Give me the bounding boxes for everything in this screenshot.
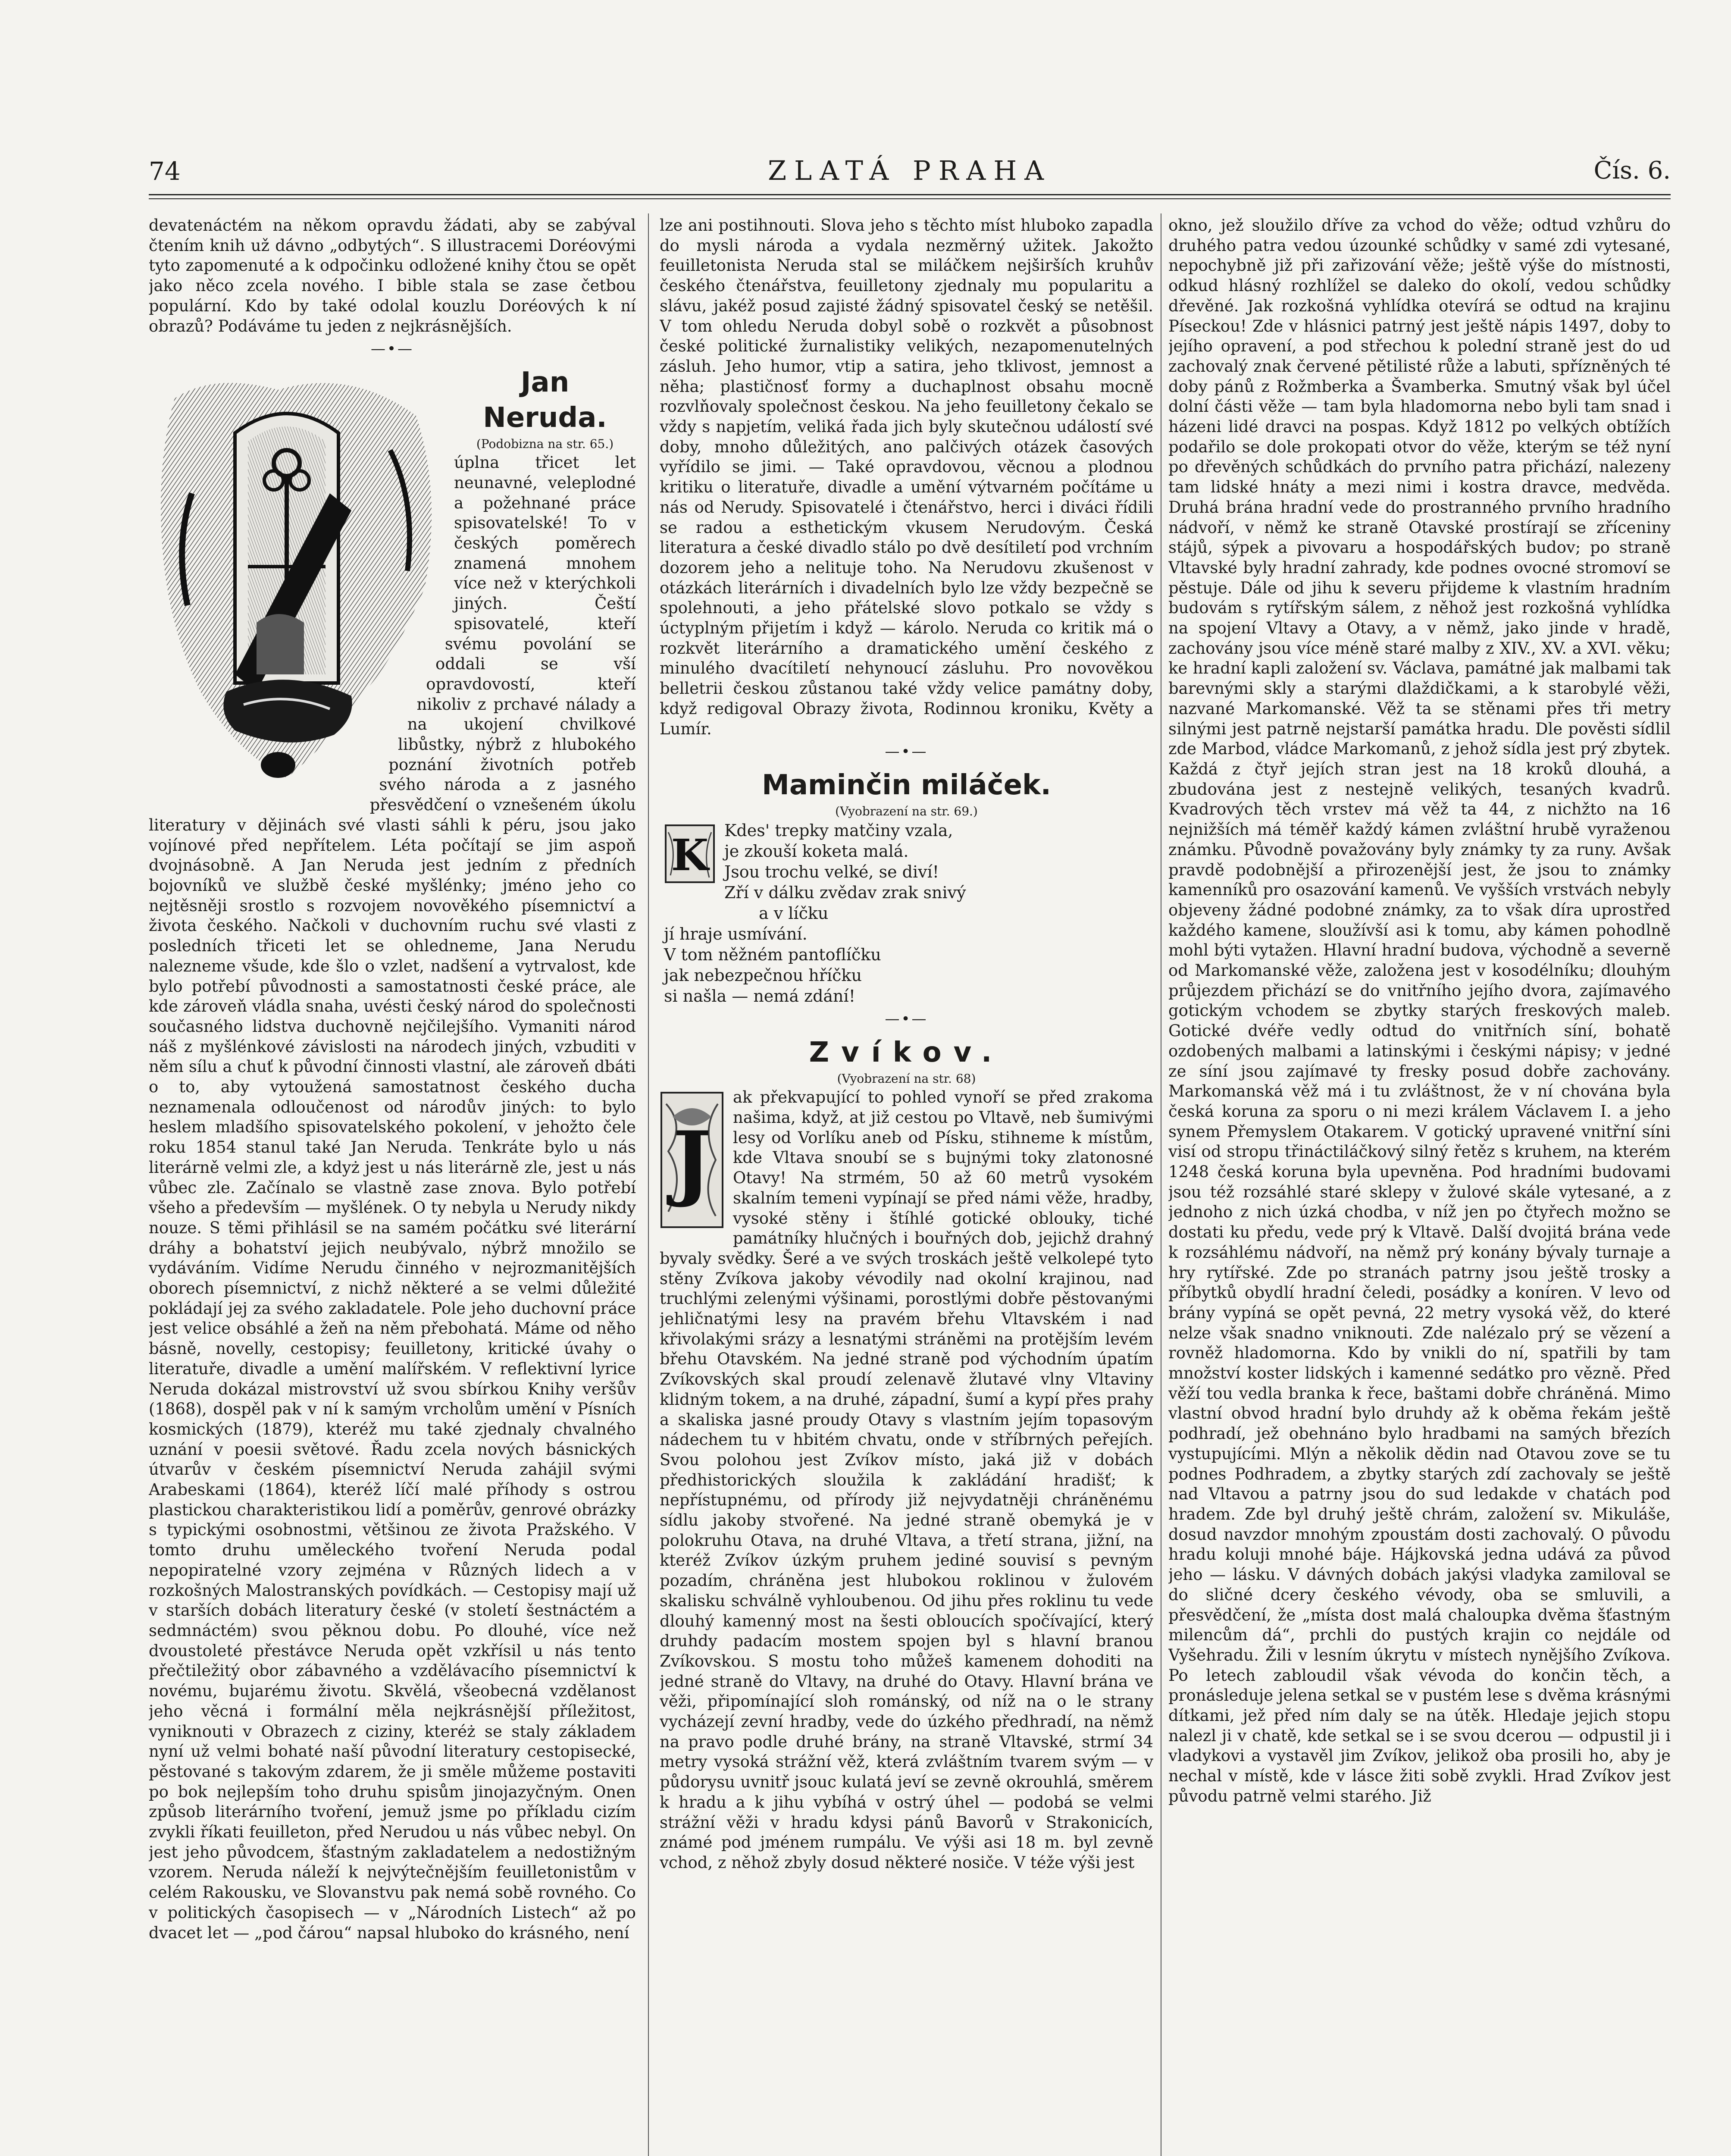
poem-line: Jsou trochu velké, se diví!	[724, 862, 939, 882]
article-caption-zvikov: (Vyobrazení na str. 68)	[837, 1072, 976, 1086]
poem-line: Zří v dálku zvědav zrak snivý	[724, 883, 966, 903]
article-body: úplna třicet let neunavné, veleplodné a požehnané práce spisovatelské! To v českých poměrech znamená mnohem více než v kterýchkoli jiných. Čeští spisovatelé, kteří svému povolání se oddali se vší opravdovostí, kteří nikoliv z prchavé nálady a na ukojení chvilkové libůstky, nýbrž z hlubokého poznání životních potřeb svého národa a z jasného přesvědčení o vznešeném úkolu literatury v dějinách své vlasti sáhli k péru, jsou jako vojínové před nepřítelem. Léta počítají se jim aspoň dvojnásobně. A Jan Neruda jest jedním z předních bojovníků ve službě české myšlénky; jméno jeho co nejtěsněji srostlo s rozvojem novověkého písemnictví a života českého. Načkoli v duchovním ruchu své vlasti z posledních třiceti let se ohledneme, Jana Nerudu nalezneme všude, kde šlo o vzlet, nadšení a vytrvalost, kde bylo potřebí původnosti a samostatnosti české práce, ale kde zároveň vládla snaha, uvésti český národ do společnosti současného lidstva duchovně nejčilejšího. Vymaniti národ náš z myšlénkové závislosti na národech jiných, vzbuditi v něm sílu a chuť k původní činnosti vlastní, ale zároveň dbáti o to, aby vytoužená samostatnost českého ducha neznamenala odloučenost od národův jiných: to bylo heslem mladšího spisovatelského pokolení, v jehožto čele roku 1854 stanul také Jan Neruda. Tenkráte bylo u nás literárně velmi zle, a kdyż jest u nás literárně zle, jest u nás vůbec zle. Začínalo se vlastně zase znova. Bylo potřebí všeho a především — myšlének. O ty nebyla u Nerudy nikdy nouze. S těmi přihlásil se na samém počátku své literární dráhy a bohatství jejich neubývalo, nýbrž množilo se vydáváním. Vidíme Nerudu činného v nejrozmanitějších oborech písemnictví, z nichž některé a se velmi důležité pokládají jej za svého zakladatele. Pole jeho duchovní práce jest velice obsáhlé a žeň na něm přebohatá. Máme od něho básně, novelly, cestopisy; feuilletony, kritické úvahy o literatuře, divadle a umění malířském. V reflektivní lyrice Neruda dokázal mistrovství už svou sbírkou Knihy veršův (1868), dospěl pak v ní k samým vrcholům umění v Písních kosmických (1879), kteréž mu také zjednaly chvalného uznání v poesii světové. Řadu zcela nových básnických útvarův v českém písemnictví Neruda zahájil svými Arabeskami (1864), kteréž líčí malé příhody s ostrou plastickou charakteristikou lidí a poměrův, genrové obrázky s typickými osobnostmi, většinou ze života Pražského. V tomto druhu uměleckého tvoření Neruda podal nepopiratelné vzory zejména v Různých lidech a v rozkošných Malostranských povídkách. — Cestopisy mají už v starších dobách literatury české (v století šestnáctém a sedmnáctém) svou pěknou dobu. Po dlouhé, více než dvoustoleté přestávce Neruda opět vzkřísil u nás tento přečtiležitý obor zábavného a vzdělávacího písemnictví k novému, bujarému životu. Skvělá, všeobecná vzdělanost jeho věcná i formální měla nejkrásnější příležitost, vyniknouti v Obrazech z ciziny, kteréż se staly základem nyní už velmi bohaté naší původní literatury cestopisecké, pěstované s takovým zdarem, že ji směle můžeme postaviti po bok nejlepším toho druhu spisům jinojazyčným. Onen způsob literárního tvoření, jemuž jsme po příkladu cizím zvykli říkati feuilleton, před Nerudou u nás vůbec nebyl. On jest jeho původcem, šťastným zakladatelem a nedostižným vzorem. Neruda náleží k nejvýtečnějším feuilletonistům v celém Rakousku, ve Slovanstvu pak nemá sobě rovného. Co v politických časopisech — v „Národních Listech“ až po dvacet let — „pod čárou“ napsal hluboko do krásného, není	[149, 453, 636, 1942]
page-number: 74	[149, 157, 181, 186]
zvikov-body: ak překvapující to pohled vynoří se před zrakoma našima, když, at již cestou po Vltavě, neb šumivými lesy od Vorlíku aneb od Písku, stihneme k místům, kde Vltava snoubí se s bujnými toky zlatonosné Otavy! Na strmém, 50 až 60 metrů vysokém skalním temeni vypínají se před námi věže, hradby, vysoké stěny i štíhlé gotické oblouky, tiché památníky hlučných i bouřných dob, jejichž drahný byvaly svědky. Šeré a ve svých troskách ještě velkolepé tyto stěny Zvíkova jakoby vévodily nad okolní krajinou, nad truchlými zelenými výšinami, porostlými dobře pěstovanými jehličnatými lesy na pravém břehu Vltavském i nad křivolakými srázy a lesnatými stráněmi na protějším levém břehu Otavském. Na jedné straně pod východním úpatím Zvíkovských skal proudí zelenavě žlutavé vlny Vltaviny klidným tokem, a na druhé, západní, šumí a kypí přes prahy a skaliska jasné proudy Otavy s vlastním jejím topasovým nádechem tu v hbitém chvatu, onde v stříbrných peřejích. Svou polohou jest Zvíkov místo, jaká již v dobách předhistorických sloužila k zakládání hradišť; k nepřístupnému, od přírody již nejvydatněji chráněnému sídlu jakoby stvořené. Na jedné straně obemyká je v polokruhu Otava, na druhé Vltava, a třetí strana, jižní, na kteréž Zvíkov úzkým pruhem jediné souvisí s pevným pozadím, chráněna jest hlubokou roklinou v žulovém skalisku schválně vyhloubenou. Od jihu přes roklinu tu vede dlouhý kamenný most na šesti obloucích spočívající, který druhdy padacím mostem spojen byl s hlavní branou Zvíkovskou. S mostu toho můžeš kamenem dohoditi na jedné straně do Vltavy, na druhé do Otavy. Hlavní brána ve věži, připomínající sloh románský, od níž na o le strany vycházejí zevní hradby, vede do úzkého předhradí, na němž na pravo podle druhé brány, na straně Vltavské, strmí 34 metry vysoká strážní věž, která zvláštním tvarem svým — v půdorysu uvnitř jsouc kulatá jeví se zevně okrouhlá, směrem k hradu a k jihu vybíhá v ostrý úhel — podobá se velmi strážní věži v hradu kdysi pánů Bavorů v Strakonicích, známé pod jménem rumpálu. Ve výši asi 18 m. byl zevně vchod, z něhož zbyly dosud některé nosiče. V téže výši jest	[660, 1088, 1153, 1872]
poem-line: si našla — nemá zdání!	[664, 987, 855, 1006]
initial-j-icon	[660, 1091, 724, 1229]
poem-caption: (Vyobrazení na str. 69.)	[835, 804, 978, 819]
window-engraving-illustration	[149, 364, 446, 795]
article-title: Jan Neruda.	[483, 367, 607, 434]
column-2	[660, 216, 1153, 2156]
ornament-divider: —•—	[885, 1010, 928, 1028]
column-divider	[648, 213, 649, 2156]
decorative-initial-k	[664, 824, 716, 884]
intro-paragraph: devatenáctém na někom opravdu žádati, aby se zabýval čtením knih už dávno „odbytých“. S illustracemi Doréovými tyto zapomenuté a k odpočinku odložené knihy čtou se opět jako něco zcela nového. I bible stala se zase četbou populární. Kdo by také odolal kouzlu Doréových k ní obrazů? Podáváme tu jeden z nejkrásnějších.	[149, 216, 636, 335]
poem-line: je zkouší koketa malá.	[724, 842, 909, 861]
poem-line: a v líčku	[759, 904, 829, 923]
page-header	[149, 149, 1671, 190]
article-body-continued: lze ani postihnouti. Slova jeho s těchto míst hluboko zapadla do mysli národa a vydala nezměrný užitek. Jakožto feuilletonista Neruda stal se miláčkem nejširších kruhův českého čtenářstva, feuilletony zjednaly mu popularitu a slávu, jakéž posud zajisté žádný spisovatel český se netěšil. V tom ohledu Neruda dobyl sobě o rozkvět a působnost české politické žurnalistiky velikých, nezapomenutelných zásluh. Jeho humor, vtip a satira, jeho tklivost, jemnost a něha; plastičnosť formy a duchaplnost obsahu mocně rozvlňovaly společnost českou. Na jeho feuilletony čekalo se vždy s napjetím, veliká řada jich byly skutečnou událostí své doby, mnoho důležitých, ano palčivých otázek časových vyřídilo se jimi. — Také opravdovou, věcnou a plodnou kritiku o literatuře, divadle a umění výtvarném počítáme u nás od Nerudy. Spisovatelé i čtenářstvo, herci i diváci řídili se radou a esthetickým vkusem Nerudovým. Česká literatura a české divadlo stálo po dvě desítiletí pod vrchním dozorem jeho a nelituje toho. Na Nerudovu zkušenost v otázkách literárních i divadelních bylo lze vždy bezpečně se spolehnouti, a jeho přátelské slovo potkalo se vždy s úctyplným přijetím i když — károlo. Neruda co kritik má o rozkvět literárního a dramatického umění českého z minulého dvacítiletí nehynoucí zásluhu. Pro novověkou belletrii českou zůstanou také vždy velice památny doby, když redigoval Obrazy života, Rodinnou kroniku, Květy a Lumír.	[660, 216, 1153, 738]
article-caption: (Podobizna na str. 65.)	[476, 437, 614, 451]
issue-number: Čís. 6.	[1593, 157, 1671, 185]
column-1	[149, 216, 636, 2156]
header-rule	[149, 194, 1671, 195]
svg-text:K: K	[671, 830, 709, 881]
poem-line: V tom něžném pantoflíčku	[664, 945, 881, 965]
ornament-divider: —•—	[370, 340, 414, 358]
poem	[664, 820, 1153, 1006]
article-title-zvikov: Zvíkov.	[809, 1037, 1004, 1069]
poem-line: Kdes' trepky matčiny vzala,	[724, 821, 953, 840]
decorative-initial-j	[660, 1091, 724, 1229]
poem-line: jak nebezpečnou hříčku	[664, 966, 862, 985]
svg-text:J: J	[673, 1113, 711, 1210]
engraving-svg	[149, 364, 446, 795]
zvikov-body-continued: okno, jež sloužilo dříve za vchod do věže; odtud vzhůru do druhého patra vedou úzounké schůdky v samé zdi vytesané, nepochybně již při zařizování věže; ještě výše do místnosti, odkud hlásný rozhlížel se daleko do okolí, vedou schůdky dřevěné. Jak rozkošná vyhlídka otevírá se odtud na krajinu Píseckou! Zde v hlásnici patrný jest ještě nápis 1497, doby to jejího opravení, a pod střechou k polední straně jest do ud zachovalý znak červené pětilisté růže a labuti, spřízněných té doby pánů z Rožmberka a Švamberka. Smutný však byl účel dolní části věže — tam byla hladomorna nebo byli tam snad i házeni lidé dravci na pospas. Když 1812 po velkých obtížích podařilo se dole prokopati otvor do věže, kterým se též nyní po dřevěných schůdkách do prvního patra přichází, nalezeny tam lidské hnáty a mezi nimi i kostra dravce, medvěda. Druhá brána hradní vede do prostranného prvního hradního nádvoří, v němž ke straně Otavské prostírají se zříceniny stájů, sýpek a pivovaru a hospodářských budov; po straně Vltavské byly hradní zahrady, kde podnes ovocné stromoví se pěstuje. Dále od jihu k severu přijdeme k vlastním hradním budovám s rytířským sálem, z něhož jest rozkošná vyhlídka na spojení Vltavy a Otavy, a v němž, jako jinde v hradě, zachovány jsou více méně staré malby z XIV., XV. a XVI. věku; ke hradní kapli založení sv. Václava, památné jak malbami tak barevnými skly a starými dlaždičkami, a k starobylé věži, nazvané Markomanské. Věž ta se stěnami přes tři metry silnými jest patrně nejstarší památka hradu. Dle pověsti sídlil zde Marbod, vládce Markomanů, z jehož sídla jest prý zbytek. Každá z čtyř jejích stran jest na 18 kroků dlouhá, a zbudována jest z nestejně velikých, tesaných kvadrů. Kvadrových těch vrstev má věž ta 44, z nichžto na 16 nejnižších má téměř každý kámen zvláštní hrubě vyraženou známku. Původně považovány byly známky ty za runy. Avšak pravdě podobnější a přirozenější jest, že jsou to známky kamenníků pro osazování kamenů. Ve vyšších vrstvách nebyly objeveny žádné podobné známky, za to však díra uprostřed každého kamene, sloužívší asi k tomu, aby kámen pohodlně mohl býti vytažen. Hlavní hradní budova, východně a severně od Markomanské věže, založena jest v kosodélníku; dlouhým průjezdem přichází se do vnitřního jejího dvora, zajímavého gotickým vchodem se zbytky starých freskových maleb. Gotické dvéře vedly odtud do vnitřních síní, bohatě ozdobených malbami a latinskými i českými nápisy; v jedné ze síní jsou zajímavé ty fresky posud dobře zachovány. Markomanská věž má i tu zvláštnost, že v ní chována byla česká koruna za sporu o ni mezi králem Václavem I. a jeho synem Přemyslem Otakarem. V gotický upravené vnitřní síni visí od stropu třináctiláčkový silný řetěz s kruhem, na kterém 1248 česká koruna byla upevněna. Pod hradními budovami jsou též rozsáhlé staré sklepy v žulové skále vytesané, a z jednoho z nich úzká chodba, v níž jen po čtyřech možno se dostati ku předu, vede prý k Vltavě. Další dvojitá brána vede k rozsáhlému nádvoří, na němž prý konány bývaly turnaje a hry rytířské. Zde po stranách patrny jsou ještě trosky a příbytků obydlí hradní čeledi, posádky a koníren. V levo od brány vypíná se opět pevná, 22 metry vysoká věž, do které nelze však snadno vniknouti. Zde nalézalo prý se vězení a rovněž hladomorna. Kdo by vnikli do ní, spatřili by tam množství koster lidských i kamenné sedátko pro vězně. Před věží tou vedla branka k řece, baštami dobře chráněná. Mimo vlastní obvod hradní bylo druhdy až k oběma řekám ještě podhradí, jež obehnáno bylo hradbami na samých březích vystupujícími. Mlýn a několik dědin nad Otavou zove se tu podnes Podhradem, a zbytky starých zdí zachovaly se ještě nad Vltavou a patrny jsou do sud ledakde v chatách pod hradem. Zde byl druhý ještě chrám, založení sv. Mikuláše, dosud navzdor mnohým zpoustám dosti zachovalý. O původu hradu koluji mnohé báje. Hájkovská jedna udává za původ jeho — lásku. V dávných dobách jakýsi vladyka zamiloval se do sličné dcery českého vévody, oba se smluvili, a přesvědčení, že „místa dost malá chaloupka dvěma šťastným milencům dá“, prchli do pustých krajin co nejdále od Vyšehradu. Žili v lesním úkrytu v místech nynějšího Zvíkova. Po letech zabloudil však vévoda do končin těch, a pronásleduje jelena setkal se v pustém lese s dvěma krásnými dítkami, jež před ním daly se na útěk. Hledaje jejich stopu nalezl ji v chatě, kde setkal se i se svou dcerou — odpustil ji i vladykovi a vystavěl jim Zvíkov, jelikož oba prosili ho, aby je nechal v místě, kde v lásce žiti sobě zvykli. Hrad Zvíkov jest původu patrně velmi starého. Již	[1168, 216, 1671, 1805]
masthead-title: ZLATÁ PRAHA	[767, 155, 1052, 186]
ornament-divider: —•—	[885, 743, 928, 761]
initial-k-icon	[664, 824, 716, 884]
header-rule-thin	[149, 198, 1671, 199]
column-3	[1168, 216, 1671, 2156]
poem-line: jí hraje usmívání.	[664, 924, 808, 944]
poem-title: Maminčin miláček.	[762, 769, 1051, 802]
